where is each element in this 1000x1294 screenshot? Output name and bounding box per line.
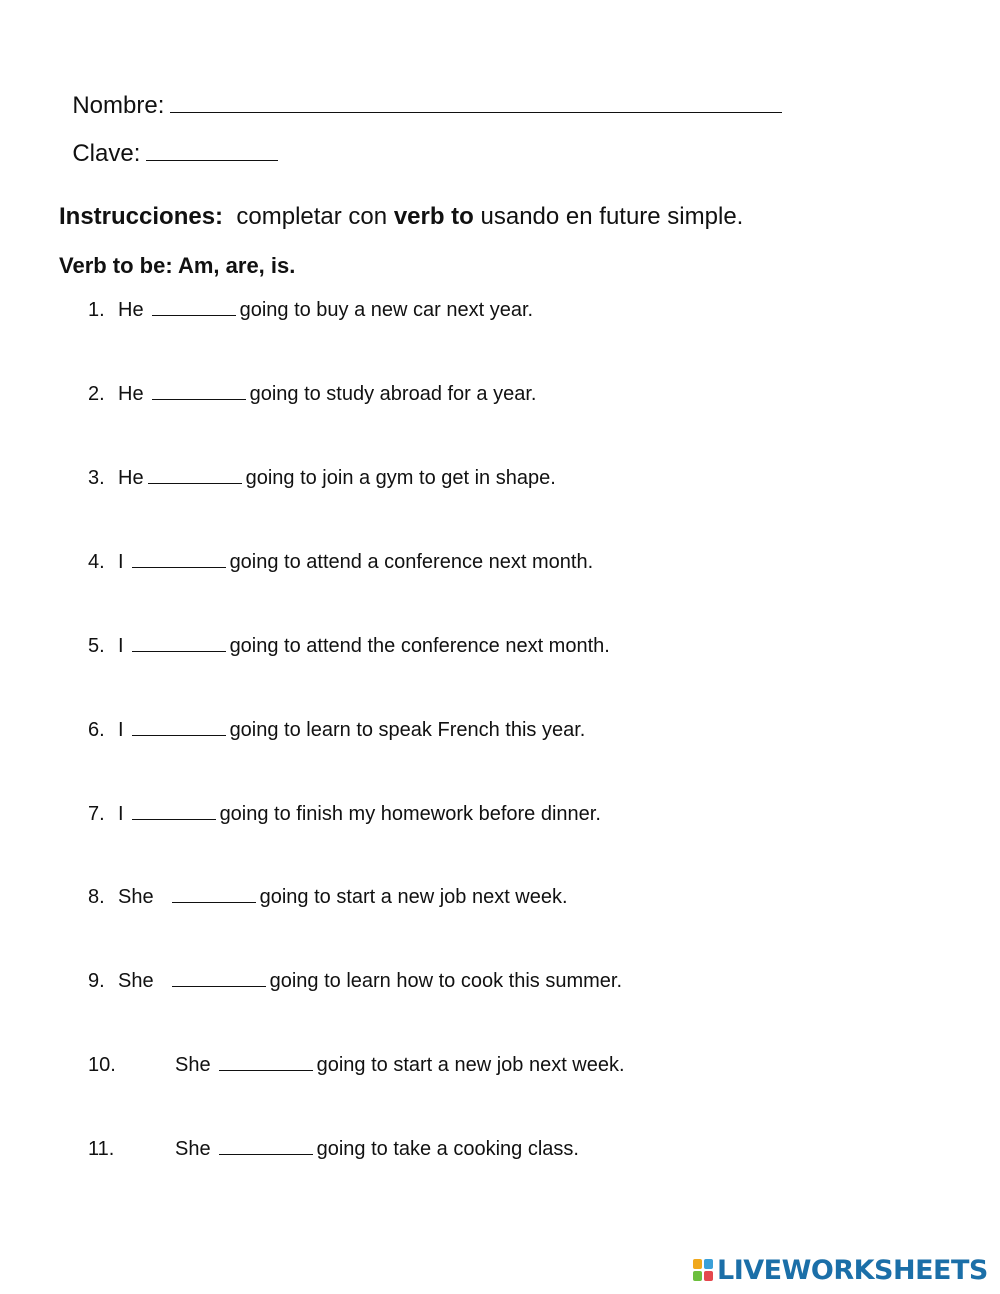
exercise-subject: He (118, 467, 144, 489)
answer-blank[interactable] (132, 633, 226, 652)
exercise-number: 3. (88, 467, 105, 489)
exercise-subject: I (118, 551, 124, 573)
exercise-item (88, 633, 610, 659)
exercise-number: 4. (88, 551, 105, 573)
exercise-subject: I (118, 635, 124, 657)
liveworksheets-logo (692, 1254, 988, 1286)
answer-blank[interactable] (132, 549, 226, 568)
exercise-item (88, 297, 533, 323)
instructions (59, 202, 743, 232)
exercise-item (88, 1052, 625, 1078)
exercise-subject: I (118, 719, 124, 741)
exercise-subject: I (118, 803, 124, 825)
exercise-item (88, 549, 593, 575)
answer-blank[interactable] (132, 801, 216, 820)
exercise-sentence-rest: going to attend the conference next month. (229, 635, 610, 657)
exercise-item (88, 717, 585, 743)
exercise-sentence-rest: going to attend a conference next month. (229, 551, 594, 573)
key-label: Clave: (72, 140, 141, 167)
exercise-sentence-rest: going to take a cooking class. (316, 1138, 579, 1160)
answer-blank[interactable] (148, 465, 242, 484)
exercise-subject: She (118, 970, 154, 992)
exercise-number: 6. (88, 719, 105, 741)
liveworksheets-logo-text: LIVEWORKSHEETS (717, 1254, 988, 1286)
exercise-number: 9. (88, 970, 105, 992)
exercise-number: 1. (88, 299, 105, 321)
exercise-sentence-rest: going to join a gym to get in shape. (245, 467, 556, 489)
exercise-item (88, 1136, 579, 1162)
exercise-sentence-rest: going to finish my homework before dinner. (219, 803, 601, 825)
exercise-subject: She (175, 1054, 211, 1076)
exercise-sentence-rest: going to start a new job next week. (259, 886, 568, 908)
exercise-sentence-rest: going to start a new job next week. (316, 1054, 625, 1076)
instructions-text-after: usando en future simple. (480, 203, 744, 230)
verb-to-be-header: Verb to be: Am, are, is. (59, 253, 296, 278)
answer-blank[interactable] (152, 381, 246, 400)
exercise-number: 7. (88, 803, 105, 825)
key-field-row (59, 108, 278, 169)
exercise-item (88, 801, 601, 827)
name-label: Nombre: (72, 92, 165, 119)
key-input[interactable] (146, 138, 278, 161)
answer-blank[interactable] (219, 1052, 313, 1071)
answer-blank[interactable] (172, 884, 256, 903)
instructions-label: Instrucciones: (59, 203, 224, 230)
exercise-number: 10. (88, 1054, 116, 1076)
exercise-subject: She (175, 1138, 211, 1160)
exercise-item (88, 884, 568, 910)
exercise-item (88, 381, 536, 407)
exercise-item (88, 968, 622, 994)
instructions-text-before: completar con (236, 203, 388, 230)
exercise-subject: She (118, 886, 154, 908)
exercise-number: 11. (88, 1138, 115, 1160)
exercise-number: 5. (88, 635, 105, 657)
exercise-sentence-rest: going to learn to speak French this year. (229, 719, 586, 741)
exercise-subject: He (118, 383, 144, 405)
exercise-number: 8. (88, 886, 105, 908)
answer-blank[interactable] (152, 297, 236, 316)
exercise-sentence-rest: going to learn how to cook this summer. (269, 970, 622, 992)
instructions-bold-term: verb to (393, 203, 474, 230)
liveworksheets-logo-icon (692, 1258, 714, 1282)
answer-blank[interactable] (172, 968, 266, 987)
exercise-sentence-rest: going to buy a new car next year. (239, 299, 534, 321)
exercise-item (88, 465, 556, 491)
exercise-sentence-rest: going to study abroad for a year. (249, 383, 537, 405)
answer-blank[interactable] (219, 1136, 313, 1155)
exercise-subject: He (118, 299, 144, 321)
answer-blank[interactable] (132, 717, 226, 736)
exercise-number: 2. (88, 383, 105, 405)
